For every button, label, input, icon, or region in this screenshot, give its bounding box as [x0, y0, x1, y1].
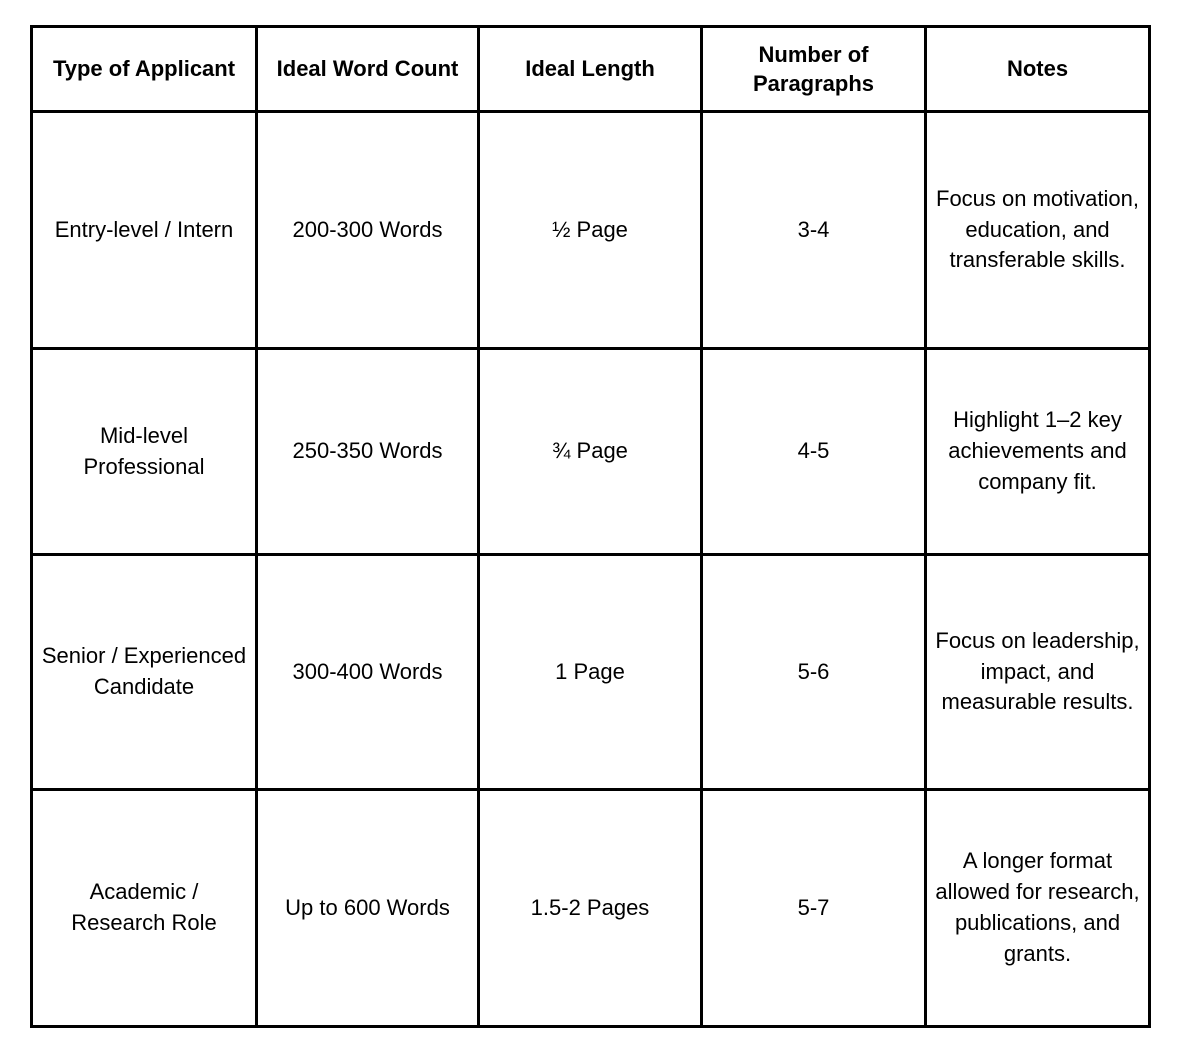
cell-notes: [926, 349, 1150, 555]
cell-value: ¾ Page: [552, 438, 628, 464]
cell-notes: [926, 790, 1150, 1027]
cell-value: Academic / Research Role: [71, 879, 217, 935]
cell-notes: [926, 112, 1150, 349]
cell-type-of-applicant: [32, 555, 257, 790]
cell-type-of-applicant: [32, 790, 257, 1027]
cell-ideal-length: [479, 112, 702, 349]
cell-number-of-paragraphs: [702, 790, 926, 1027]
cell-value: 4-5: [797, 438, 830, 464]
cell-value: ½ Page: [552, 216, 628, 242]
cell-value: Entry-level / Intern: [54, 216, 234, 242]
column-header-type-of-applicant: [32, 27, 257, 112]
column-header-notes: [926, 27, 1150, 112]
column-header-label: Number of Paragraphs: [752, 41, 875, 96]
table-body: [32, 112, 1150, 1027]
table-container: [30, 25, 1148, 1025]
cell-value: Senior / Experienced Candidate: [41, 643, 247, 699]
cell-type-of-applicant: [32, 112, 257, 349]
cell-number-of-paragraphs: [702, 112, 926, 349]
cell-value: 200-300 Words: [292, 216, 443, 242]
cell-number-of-paragraphs: [702, 349, 926, 555]
cell-ideal-word-count: [257, 790, 479, 1027]
column-header-ideal-length: [479, 27, 702, 112]
column-header-label: Ideal Word Count: [276, 56, 459, 82]
cell-value: 5-6: [797, 658, 830, 684]
applicant-guidelines-table: [30, 25, 1151, 1028]
column-header-ideal-word-count: [257, 27, 479, 112]
cell-value: 250-350 Words: [292, 438, 443, 464]
cell-value: 5-7: [797, 894, 830, 920]
cell-ideal-length: [479, 349, 702, 555]
cell-type-of-applicant: [32, 349, 257, 555]
cell-value: Focus on motivation, education, and transferable skills.: [936, 185, 1139, 273]
table-header: [32, 27, 1150, 112]
column-header-label: Ideal Length: [525, 56, 655, 82]
cell-ideal-word-count: [257, 555, 479, 790]
cell-ideal-length: [479, 555, 702, 790]
table-row: [32, 555, 1150, 790]
cell-number-of-paragraphs: [702, 555, 926, 790]
table-row: [32, 349, 1150, 555]
column-header-label: Type of Applicant: [52, 56, 236, 82]
table-header-row: [32, 27, 1150, 112]
table-row: [32, 112, 1150, 349]
cell-value: Highlight 1–2 key achievements and company fit.: [948, 407, 1127, 494]
cell-value: 1.5-2 Pages: [530, 894, 650, 920]
column-header-label: Notes: [1006, 56, 1069, 82]
cell-value: Focus on leadership, impact, and measurable results.: [935, 627, 1140, 715]
cell-value: 300-400 Words: [292, 658, 443, 684]
cell-value: 1 Page: [555, 658, 625, 684]
cell-value: Up to 600 Words: [285, 894, 450, 920]
cell-notes: [926, 555, 1150, 790]
cell-ideal-length: [479, 790, 702, 1027]
cell-ideal-word-count: [257, 112, 479, 349]
cell-value: Mid-level Professional: [83, 422, 205, 479]
cell-value: 3-4: [797, 216, 830, 242]
cell-value: A longer format allowed for research, publications, and grants.: [935, 848, 1140, 966]
cell-ideal-word-count: [257, 349, 479, 555]
table-row: [32, 790, 1150, 1027]
column-header-number-of-paragraphs: [702, 27, 926, 112]
